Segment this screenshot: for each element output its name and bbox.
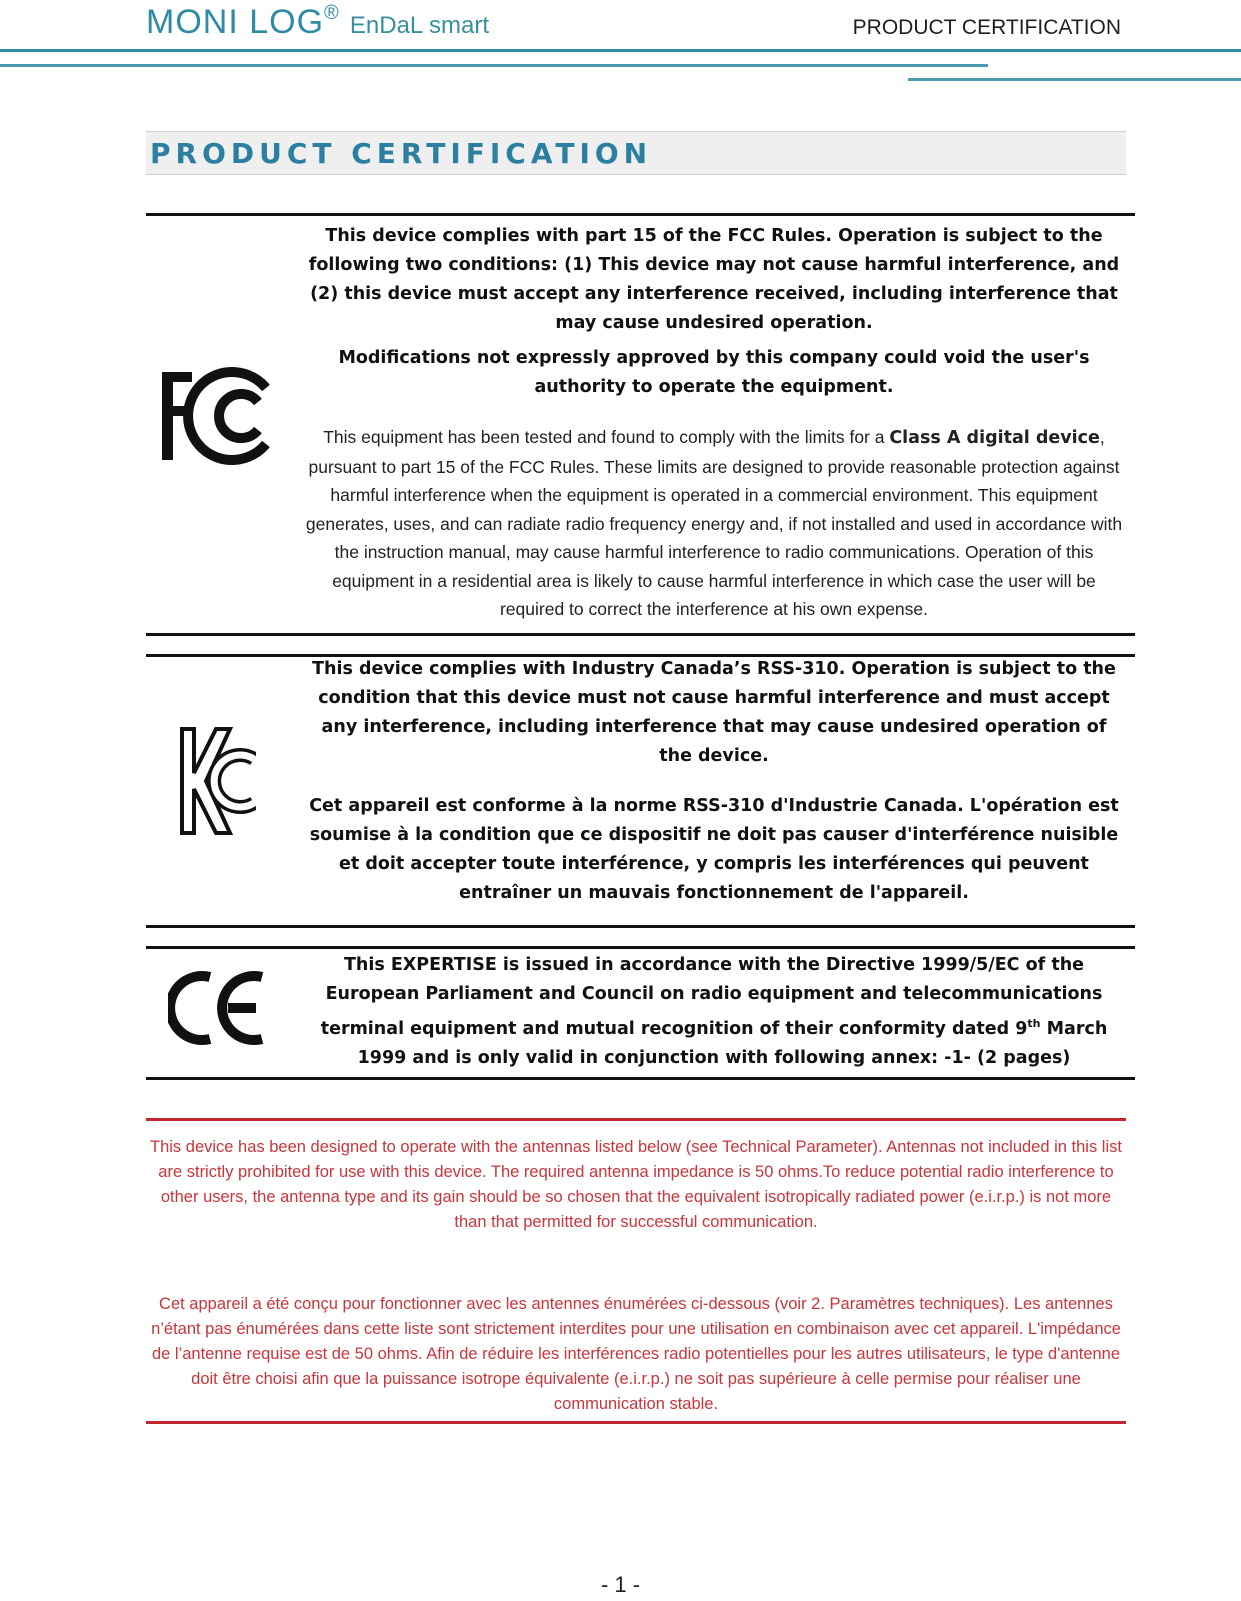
ic-text (304, 655, 1124, 908)
header-rule (0, 49, 1241, 52)
fcc-class-a-text-end: , pursuant to part 15 of the FCC Rules. These limits are designed to provide reasonable protection against harmful interference when the equipment is operated in a commercial environment. This equipment generates, uses, and can radiate radio frequency energy and, if not installed and used in accordance with the instruction manual, may cause harmful interference to radio communications. Operation of this equipment in a residential area is likely to cause harmful interference in which case the user will be required to correct the interference at his own expense. (305, 427, 1123, 619)
ic-logo-icon (180, 727, 256, 839)
header-rule-tertiary (908, 78, 1241, 81)
brand-name: MONI LOG (146, 3, 325, 41)
fcc-modifications-paragraph: Modifications not expressly approved by this company could void the user's authority to operate the equipment. (338, 348, 1090, 397)
fcc-compliance-paragraph: This device complies with part 15 of the FCC Rules. Operation is subject to the following two conditions: (1) This device may not cause harmful interference, and (2) this device must accept any interference received, including interference that may cause undesired operation. (308, 226, 1120, 333)
fcc-class-a-text-start: This equipment has been tested and found to comply with the limits for a (323, 427, 890, 447)
brand-registered-mark: ® (324, 2, 339, 24)
antenna-notice-en: This device has been designed to operate with the antennas listed below (see Technical Parameter). Antennas not included in this list are strictly prohibited for use with this device. The required antenna impedance is 50 ohms.To reduce potential radio interference to other users, the antenna type and its gain should be so chosen that the equivalent isotropically radiated power (e.i.r.p.) is not more than that permitted for successful communication. (150, 1138, 1122, 1231)
ce-text (304, 951, 1124, 1073)
page-number: - 1 - (600, 1572, 641, 1597)
ic-statement-block (146, 654, 1135, 928)
ce-directive-text-end: March 1999 and is only valid in conjunction with following annex: -1- (2 pages) (357, 1018, 1108, 1068)
ce-statement-block (146, 946, 1135, 1080)
brand-subtitle: EnDaL smart (349, 12, 490, 39)
ce-logo-icon (168, 969, 268, 1051)
ce-directive-paragraph (304, 951, 1124, 1073)
ce-date-superscript: th (1027, 1017, 1041, 1030)
fcc-class-a-emphasis: Class A digital device (889, 428, 1100, 448)
fcc-statement-block (146, 213, 1135, 636)
ic-compliance-paragraph: This device complies with Industry Canada’s RSS-310. Operation is subject to the condition that this device must not cause harmful interference and must accept any interference, including interference that may cause undesired operation of the device. (312, 659, 1116, 766)
fcc-text (304, 222, 1124, 624)
antenna-notice (146, 1118, 1126, 1424)
brand-logo (146, 2, 489, 46)
fcc-class-a-paragraph (304, 423, 1124, 624)
antenna-notice-fr: Cet appareil a été conçu pour fonctionner avec les antennes énumérées ci-dessous (voir 2. Paramètres techniques). Les antennes n’étant pas énumérées dans cette liste sont strictement interdites pour une utilisation en combinaison avec cet appareil. L'impédance de l’antenne requise est de 50 ohms. Afin de réduire les interférences radio potentielles pour les autres utilisateurs, le type d'antenne doit être choisi afin que la puissance isotrope équivalente (e.i.r.p.) ne soit pas supérieure à celle permise pour réaliser une communication stable. (151, 1295, 1121, 1413)
header-rule-secondary (0, 64, 988, 67)
section-title: PRODUCT CERTIFICATION (146, 131, 1126, 175)
header-title: PRODUCT CERTIFICATION (852, 16, 1121, 39)
fcc-logo-icon (158, 366, 273, 470)
ce-directive-text-start: This EXPERTISE is issued in accordance with the Directive 1999/5/EC of the European Parliament and Council on radio equipment and telecommunications terminal equipment and mutual recognition of their conformity dated 9 (320, 955, 1103, 1039)
ic-compliance-paragraph-fr: Cet appareil est conforme à la norme RSS-310 d'Industrie Canada. L'opération est soumise à la condition que ce dispositif ne doit pas causer d'interférence nuisible et doit accepter toute interférence, y compris les interférences qui peuvent entraîner un mauvais fonctionnement de l'appareil. (309, 796, 1119, 903)
